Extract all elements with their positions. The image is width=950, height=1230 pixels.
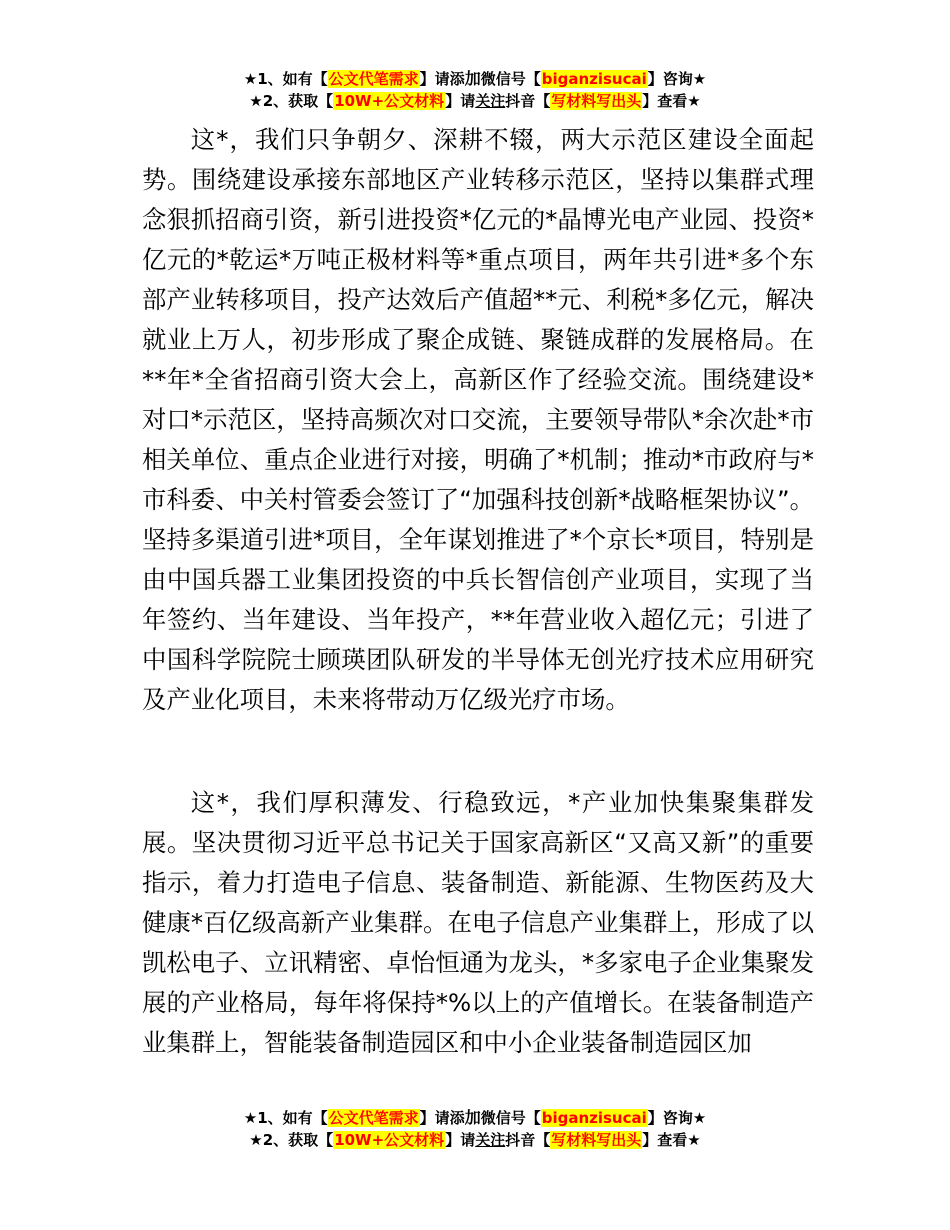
banner-line-1: ★1、如有【公文代笔需求】请添加微信号【biganzisucai】咨询★: [243, 69, 707, 88]
banner-line-2: ★2、获取【10W+公文材料】请关注抖音【写材料写出头】查看★: [249, 92, 701, 110]
highlight-wechat-id: biganzisucai: [541, 70, 647, 88]
highlight-materials: 10W+公文材料: [334, 92, 445, 110]
highlight-douyin-account: 写材料写出头: [551, 92, 642, 110]
paragraph: 这*，我们只争朝夕、深耕不辍，两大示范区建设全面起势。围绕建设承接东部地区产业转移示范区，坚持以集群式理念狠抓招商引资，新引进投资*亿元的*晶博光电产业园、投资*亿元的*乾运*万吨正极材料等*重点项目，两年共引进*多个东部产业转移项目，投产达效后产值超**元、利税*多亿元，解决就业上万人，初步形成了聚企成链、聚链成群的发展格局。在**年*全省招商引资大会上，高新区作了经验交流。围绕建设*对口*示范区，坚持高频次对口交流，主要领导带队*余次赴*市相关单位、重点企业进行对接，明确了*机制；推动*市政府与*市科委、中关村管委会签订了“加强科技创新*战略框架协议”。坚持多渠道引进*项目，全年谋划推进了*个京长*项目，特别是由中国兵器工业集团投资的中兵长智信创产业项目，实现了当年签约、当年建设、当年投产，**年营业收入超亿元；引进了中国科学院院士顾瑛团队研发的半导体无创光疗技术应用研究及产业化项目，未来将带动万亿级光疗市场。: [142, 125, 814, 714]
highlight-wechat-id: biganzisucai: [541, 1109, 647, 1127]
highlight-ghostwriting: 公文代笔需求: [328, 1109, 419, 1127]
highlight-douyin-account: 写材料写出头: [551, 1131, 642, 1149]
paragraph: 这*，我们厚积薄发、行稳致远，*产业加快集聚集群发展。坚决贯彻习近平总书记关于国家高新区“又高又新”的重要指示，着力打造电子信息、装备制造、新能源、生物医药及大健康*百亿级高新产业集群。在电子信息产业集群上，形成了以凯松电子、立讯精密、卓怡恒通为龙头，*多家电子企业集聚发展的产业格局，每年将保持*%以上的产值增长。在装备制造产业集群上，智能装备制造园区和中小企业装备制造园区加: [142, 788, 814, 1057]
header-banner: [0, 68, 950, 112]
document-body-part-1: [142, 120, 814, 720]
highlight-ghostwriting: 公文代笔需求: [328, 70, 419, 88]
banner-line-1: ★1、如有【公文代笔需求】请添加微信号【biganzisucai】咨询★: [243, 1108, 707, 1127]
banner-line-2: ★2、获取【10W+公文材料】请关注抖音【写材料写出头】查看★: [249, 1131, 701, 1149]
footer-banner: [0, 1107, 950, 1151]
highlight-materials: 10W+公文材料: [334, 1131, 445, 1149]
document-body-part-2: [142, 783, 814, 1063]
